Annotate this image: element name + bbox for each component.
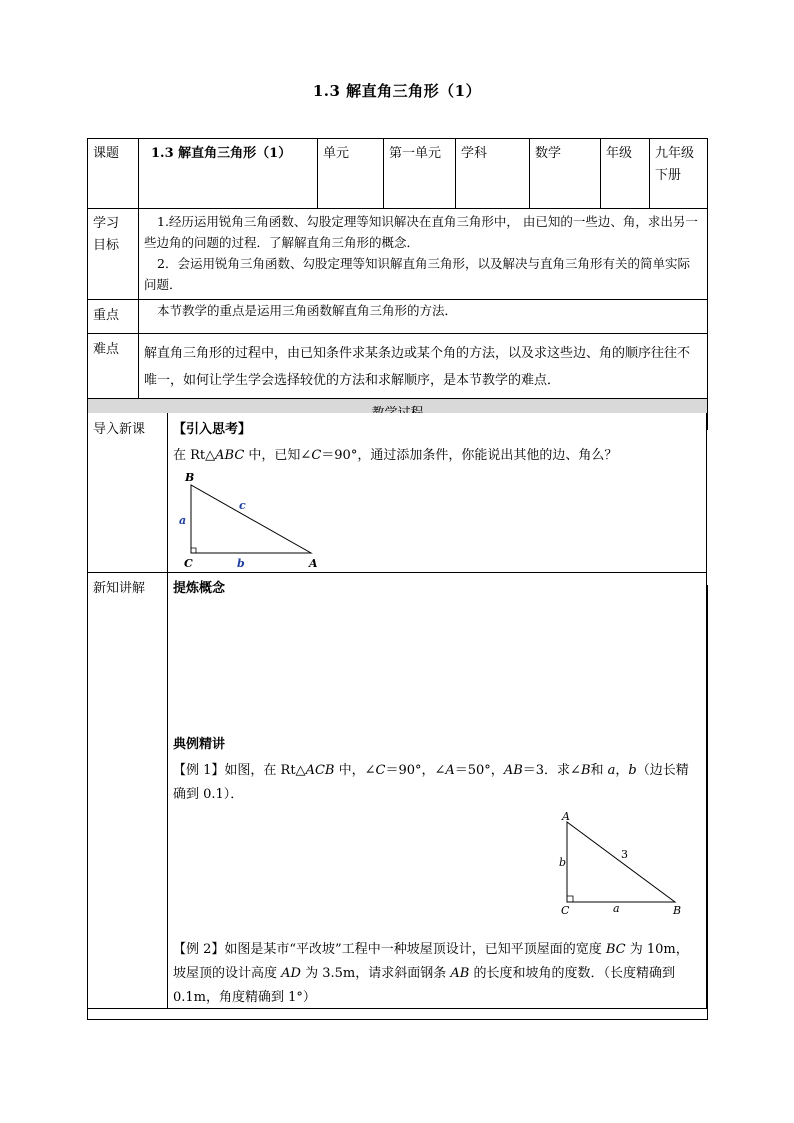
grade-line2: 下册 (655, 168, 682, 183)
label-objectives-line2: 目标 (93, 238, 120, 253)
side-3-label: 3 (621, 848, 628, 861)
triangle-shape-2 (567, 822, 675, 902)
header-row (88, 139, 708, 209)
label-subject: 学科 (456, 139, 530, 209)
label-difficulty: 难点 (88, 334, 139, 399)
topic-value: 1.3 解直角三角形（1） (139, 139, 318, 209)
side-b: b (237, 557, 245, 570)
objectives-row (88, 209, 708, 300)
side-c: c (239, 499, 246, 512)
label-grade: 年级 (601, 139, 650, 209)
right-angle-mark (191, 548, 196, 553)
unit-value: 第一单元 (384, 139, 456, 209)
label-topic: 课题 (88, 139, 139, 209)
intro-block (87, 413, 707, 573)
difficulty-text: 解直角三角形的过程中，由已知条件求某条边或某个角的方法，以及求这些边、角的顺序往往不唯一，如何让学生学会选择较优的方法和求解顺序，是本节教学的难点． (139, 334, 708, 399)
key-point-text: 本节教学的重点是运用三角函数解直角三角形的方法． (139, 300, 708, 334)
right-triangle-figure-1 (175, 469, 325, 571)
objective-item-2: 2．会运用锐角三角函数、勾股定理等知识解直角三角形，以及解决与直角三角形有关的简单实际问题． (144, 256, 690, 292)
intro-heading: 【引入思考】 (173, 422, 252, 437)
intro-question: 在 Rt△ABC 中，已知∠C＝90°，通过添加条件，你能说出其他的边、角么？ (173, 448, 618, 463)
label-newknow-text: 新知讲解 (93, 581, 146, 596)
vertex-B-2: B (673, 904, 682, 917)
vertex-A-2: A (562, 810, 570, 823)
right-angle-mark-2 (567, 896, 573, 902)
concept-heading: 提炼概念 (173, 581, 226, 596)
label-objectives (88, 209, 139, 300)
right-triangle-figure-2 (557, 808, 687, 918)
label-intro-overlay: 导入新课 (93, 422, 146, 437)
example-1: 【例 1】如图，在 Rt△ACB 中，∠C＝90°，∠A＝50°，AB＝3．求∠B和 a，b（边长精确到 0.1）． (173, 763, 689, 802)
triangle-shape (191, 485, 311, 553)
label-unit: 单元 (318, 139, 384, 209)
example-2: 【例 2】如图是某市“平改坡”工程中一种坡屋顶设计，已知平顶屋面的宽度 BC 为 10m，坡屋顶的设计高度 AD 为 3.5m，请求斜面钢条 AB 的长度和坡角的度数．（长度精确到 0.1m，角度精确到 1°） (173, 942, 689, 1005)
label-key-point: 重点 (88, 300, 139, 334)
key-point-row (88, 300, 708, 334)
objective-item-1: 1.经历运用锐角三角函数、勾股定理等知识解决在直角三角形中， 由已知的一些边、角，求出另一些边角的问题的过程．了解解直角三角形的概念． (144, 214, 698, 250)
grade-line1: 九年级 (655, 146, 695, 161)
vertex-C: C (184, 557, 193, 570)
side-a: a (179, 514, 187, 527)
vertex-B: B (185, 471, 195, 484)
document-title: 1.3 解直角三角形（1） (312, 82, 482, 100)
side-a-2: a (613, 902, 620, 915)
newknow-block (87, 572, 707, 1009)
difficulty-row (88, 334, 708, 399)
objectives-content (139, 209, 708, 300)
examples-heading: 典例精讲 (173, 737, 226, 752)
subject-value: 数学 (530, 139, 601, 209)
vertex-C-2: C (561, 904, 570, 917)
vertex-A: A (309, 557, 318, 570)
side-b-2: b (559, 856, 567, 869)
label-objectives-line1: 学习 (93, 216, 120, 231)
grade-value (650, 139, 708, 209)
